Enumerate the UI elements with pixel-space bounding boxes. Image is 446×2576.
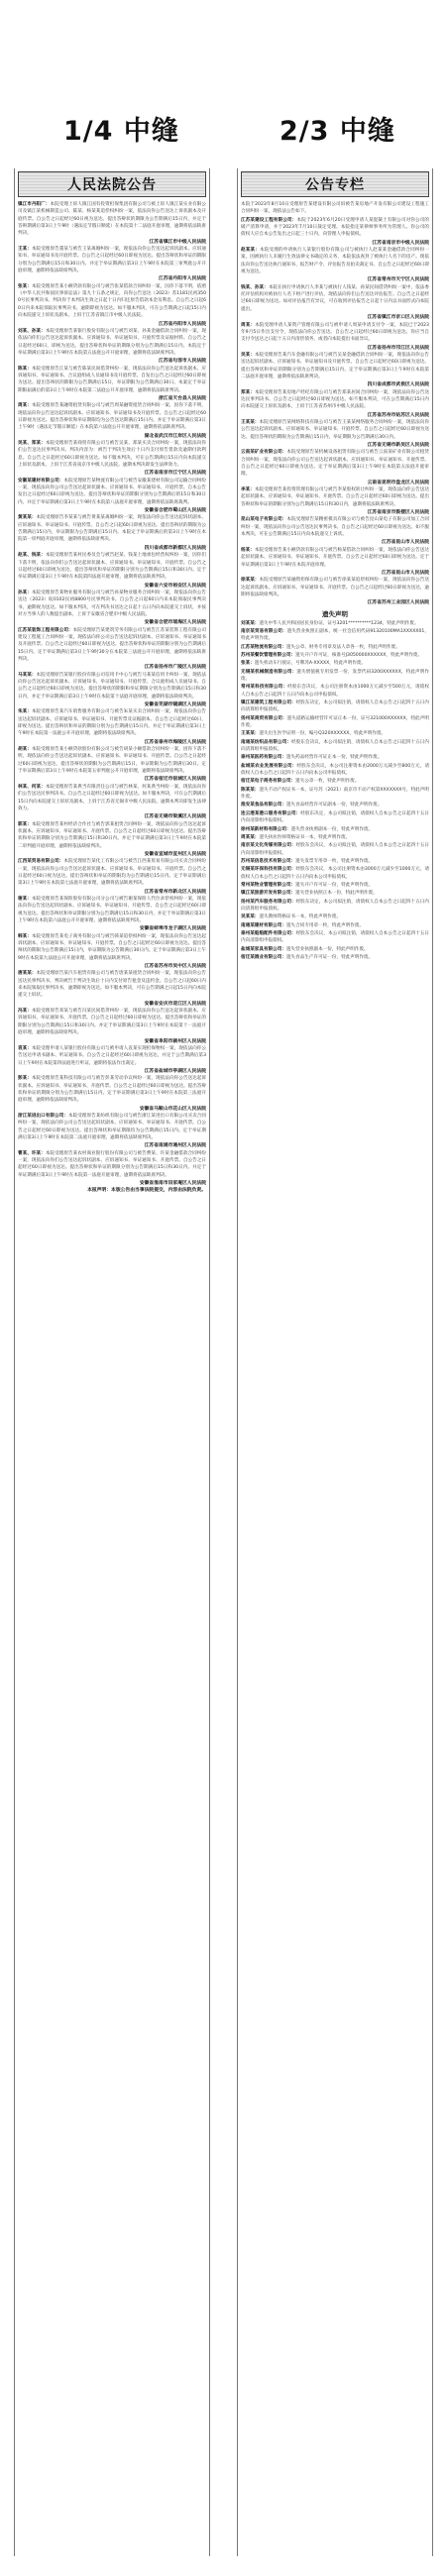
notice-paragraph <box>241 217 429 239</box>
notice-text: 遗失开户许可证，核准号J3050000XXXXXX，特此声明作废。 <box>295 652 423 658</box>
notice-court-name: 安徽省合肥市蜀山区人民法院 <box>144 508 206 514</box>
notice-paragraph <box>18 933 206 962</box>
notice-text: 本院受理的申请执行人某银行股份有限公司与被执行人赵某某金融借款合同纠纷一案，因被执行人未履行生效法律文书确定的义务，本院依法查封了被执行人名下的房产。现依法向你公告送达执行通知书、报告财产令、评估报告及拍卖裁定书。自公告之日起经过60日即视为送达。 <box>241 248 429 275</box>
notice-text: 遗失药品经营许可证正本一份，特此声明作废。 <box>285 755 383 761</box>
notice-addressee: 宿迁某电子商务有限公司： <box>241 779 296 785</box>
notice-addressee: 钱某、孙某： <box>241 284 269 290</box>
notice-text: 遗失开户许可证一份，特此声明作废。 <box>295 882 374 888</box>
notice-addressee: 宿迁某酒业有限公司： <box>241 955 286 960</box>
notice-addressee: 郭某： <box>18 821 32 827</box>
notice-addressee: 江苏某建设工程有限公司： <box>241 217 297 223</box>
notice-court-name: 四川省成都市武侯区人民法院 <box>367 382 429 388</box>
notice-addressee: 郑某： <box>241 389 255 395</box>
notice-paragraph <box>241 449 429 478</box>
notice-court-name: 江苏省无锡市梁溪区人民法院 <box>144 814 206 820</box>
notice-text: 经股东会决议，本公司拟注销，请债权人自本公告之日起四十五日内向清算组申报债权。 <box>241 930 429 944</box>
notice-text: 本院受理原告某物流有限公司与被告安徽某建材有限公司运输合同纠纷一案，现依法向你公司公告送达起诉状副本、应诉通知书、举证通知书、开庭传票。自本公告发出之日起经过60日即视为送达。提出答辩状和举证的期限分别为公告期满后的15日和30日内。并定于举证期满后第3日上午9时在本院第八法庭开庭审理，逾期将依法缺席裁判。 <box>18 478 206 505</box>
notice-addressee: 胡某： <box>18 747 32 753</box>
notice-addressee: 徐某某： <box>241 578 260 584</box>
notice-addressee: 李某： <box>241 487 255 493</box>
notice-paragraph <box>241 652 429 659</box>
notice-text: 本院受理原告某小额贷款有限公司与被告杨某借款合同纠纷一案，现依法向你公告送达起诉状副本、应诉通知书、举证通知书、开庭传票。自公告之日起经过60日即视为送达。定于举证期满后第3日上午9时在本院开庭审理。 <box>241 547 429 568</box>
notice-text: 遗失食品生产许可证一份，特此声明作废。 <box>285 955 374 960</box>
notice-paragraph <box>18 746 206 775</box>
notice-paragraph <box>18 896 206 924</box>
notice-text: 本院受理上诉人镇江国有投资担保集团有限公司与被上诉人镇江某实业有限公司及镇江某机械制造公司、陈某、杨某某追偿权纠纷一案，依法向你公告送达上诉状副本及开庭传票。自公告之日起经过60日视为送达。提出答辩状的期限为公告期满后15日内，并定于答辩期满后第3日上午9时（遇法定节假日顺延）在本院第十二法庭开庭审理，逾期将依法缺席判决。 <box>18 202 206 237</box>
court-notice-body <box>15 201 209 1195</box>
notice-paragraph <box>18 708 206 737</box>
notice-text: 本院受理原告某纺织有限公司与被告浙江某进出口有限公司买卖合同纠纷一案，现依法向你公司公告送达起诉状副本、应诉通知书、举证通知书、开庭传票。自公告之日起经过60日即视为送达。提出答辩状和举证期限均为公告期满后15日内。定于举证期满后第3日上午9时在本院第二法庭开庭审理，逾期将依法缺席判决。 <box>18 1113 206 1140</box>
notice-addressee: 朱某： <box>18 709 32 715</box>
notice-paragraph <box>241 322 429 344</box>
notice-text: 本院于2023年6月20日受理申请人某混凝土有限公司对你公司的破产清算申请，并于2023年7月10日裁定受理。本院指定某律师事务所为管理人。你公司的债权人应自本公告发出之日起三十日内，向管理人申报债权。 <box>241 217 429 238</box>
notice-paragraph <box>241 669 429 684</box>
notice-addressee: 孙某： <box>18 590 32 595</box>
notice-addressee: 王某某： <box>241 731 260 737</box>
notice-text: 本院受理原告某小额贷款有限公司与被告张某借款合同纠纷一案，因你下落不明，依照《中华人民共和国民事诉讼法》第九十五条之规定，向你公告送达（2023）苏1181民初3500号民事判决书。判决你于本判决生效之日起十日内归还原告借款本金及利息。自公告之日起60日内来本院领取民事判决书，逾期即视为送达。如不服本判决，可在公告期满之日起15日内向本院递交上诉状及副本，上诉于江苏省镇江市中级人民法院。 <box>18 283 206 319</box>
announcement-intro: 本院于2023年8月10日受理原告某建设有限公司诉被告某房地产开发有限公司建设工程施工合同纠纷一案，现依法公告如下。 <box>241 202 429 215</box>
notice-paragraph <box>241 620 429 627</box>
notice-paragraph <box>18 201 206 238</box>
notice-addressee: 无锡某环保科技有限公司： <box>241 867 296 873</box>
notice-paragraph <box>241 644 429 651</box>
notice-addressee: 林某、何某： <box>18 784 46 790</box>
notice-text: 本院受理原告某典当有限责任公司与被告林某、何某典当纠纷一案，现依法向你们公告送达民事判决书。自公告之日起经过60日即视为送达。如不服本判决，可在公告期满后15日内向本院递交上诉状及副本，上诉于江苏省无锡市中级人民法院。逾期本判决即发生法律效力。 <box>18 784 206 811</box>
notice-paragraph <box>241 763 429 778</box>
notice-text: 本院受理原告某村民委员会与被告赵某、钱某土地承包经营权纠纷一案，因你们下落不明，依法向你们公告送达起诉状副本、应诉通知书、举证通知书、开庭传票。自公告之日起经过60日即视为送达，提出答辩状和举证的期限分别为公告期满后15日和30日内。定于举证期满后第3日上午9时在本院第四法庭开庭审理，逾期将依法缺席判决。 <box>18 553 206 581</box>
notice-court-name: 江苏省昆山市人民法院 <box>382 540 429 546</box>
notice-court-name: 江苏省苏州市吴中区人民法院 <box>144 964 206 970</box>
notice-addressee: 王某某： <box>241 419 260 425</box>
notice-text: 本院受理原告邓某与被告冯某民间借贷纠纷一案，现依法向你公告送达起诉状副本、应诉通知书、举证通知书、开庭传票。自公告之日起经过60日即视为送达。提出答辩状和举证的期限分别为公告期满后15日和30日内。并定于举证期满后第3日上午9时在本院第十一法庭开庭审理，逾期将依法缺席判决。 <box>18 1009 206 1036</box>
notice-paragraph <box>241 913 429 920</box>
notice-court-name: 江苏省扬州市广陵区人民法院 <box>144 665 206 671</box>
notice-paragraph <box>18 366 206 394</box>
notice-paragraph <box>241 787 429 802</box>
notice-paragraph <box>241 389 429 411</box>
notice-text: 本院受理原告某电子商务有限公司与被告韩某追偿权纠纷一案，现依法向你公告送达起诉状副本、应诉通知书、举证通知书、开庭传票。自公告之日起经过60日即视为送达。提出答辩状的期限为公告期满后15日内，举证期限为公告期满后30日内。定于举证期满后第3日上午9时在本院第九法庭公开开庭审理，逾期将依法缺席判决。 <box>18 933 206 961</box>
court-notice-column <box>14 168 210 2556</box>
notice-text: 遗失食品经营许可证副本一份，特此声明作废。 <box>285 803 383 808</box>
notice-addressee: 唐某某： <box>18 971 37 977</box>
notice-addressee: 泰州某医药有限公司： <box>241 755 286 761</box>
notice-addressee: 陈某某： <box>241 787 260 793</box>
notice-court-name: 四川省成都市新都区人民法院 <box>144 545 206 551</box>
notice-paragraph <box>18 552 206 581</box>
notice-court-name: 江苏省句容市人民法院 <box>159 359 206 365</box>
notice-text: 遗失公章、财务专用章及法人章各一枚，特此声明作废。 <box>285 644 400 650</box>
notice-addressee: 南通某建材有限公司： <box>241 922 286 928</box>
notice-text: 遗失合同专用章一枚，特此声明作废。 <box>285 922 365 928</box>
notice-addressee: 云南某矿业有限公司： <box>241 450 287 456</box>
notice-text: 本院受理原告某小额贷款股份有限公司与被告胡某小额借款合同纠纷一案，因你下落不明，现依法向你公告送达起诉状副本、应诉通知书、举证通知书、开庭传票。自公告之日起经过60日即视为送达，提出答辩状的期限为公告期满后15日，举证期限为公告期满后30日。定于举证期满后第3日上午9时在本院第五审判庭公开开庭审理，逾期将依法缺席判决。 <box>18 747 206 775</box>
notice-text: 本院受理原告某银行股份有限公司与被告刘某、孙某金融借款合同纠纷一案，现依法向你们公告送达起诉状副本、应诉通知书、举证通知书、开庭传票及证据材料。自公告之日起经过60日，即视为送达。提出答辩状和举证的期限分别为公告期满后15日内。本院定于举证期满后第3日上午9时在本院第五法庭公开开庭审理，逾期将依法缺席判决。 <box>18 328 206 356</box>
notice-addressee: 盐城某家具有限公司： <box>241 946 286 952</box>
notice-addressee: 安徽某建材有限公司： <box>18 478 64 483</box>
notice-text: 本院受理原告某建筑劳务有限公司与被告江苏某装饰工程有限公司建设工程施工合同纠纷一案，现依法向你公司公告送达起诉状副本、应诉通知书、举证通知书及开庭传票。自公告之日起经过60日即视为送达。提出答辩状和举证的期限分别为公告期满后15日内。定于举证期满后第3日上午9时30分在本院第三法庭公开开庭审理，逾期将依法缺席判决。 <box>18 627 206 662</box>
notice-text: 经股东会决议，本公司注册资本由3000万元减少至1000万元，请债权人自本公告之日起四十五日内向本公司申报债权。 <box>241 867 429 880</box>
notice-paragraph <box>241 810 429 825</box>
notice-addressee: 江苏某物流有限公司： <box>241 644 286 650</box>
notice-court-name: 江苏省南京市鼓楼区人民法院 <box>367 510 429 516</box>
notice-addressee: 江苏某装饰工程有限公司： <box>18 627 73 633</box>
notice-text: 本院受理原告某物业服务有限公司与被告孙某物业服务合同纠纷一案，现依法向你公告送达（2023）皖0102民初8800号民事判决书。自公告之日起60日内来本院领取民事判决书，逾期视为送达。如不服本判决，可在判决书送达之日起十五日内向本院递交上诉状，并按对方当事人的人数提出副本，上诉于安徽省合肥市中级人民法院。 <box>18 590 206 617</box>
notice-paragraph <box>241 660 429 667</box>
announcement-subhead: 遗失声明 <box>322 609 348 618</box>
notice-addressee: 南通某纺织品有限公司： <box>241 739 291 745</box>
notice-court-name: 江苏省盐城市亭湖区人民法院 <box>144 1068 206 1074</box>
notice-addressee: 淮安某食品有限公司： <box>241 803 286 808</box>
notice-addressee: 吴某、郑某： <box>18 441 46 446</box>
notice-court-name: 江苏省泰州市海陵区人民法院 <box>144 739 206 745</box>
notice-court-name: 江苏省丹阳市人民法院 <box>159 276 206 282</box>
notice-paragraph <box>241 842 429 857</box>
notice-court-name: 江苏省常州市天宁区人民法院 <box>367 277 429 283</box>
notice-paragraph <box>18 1113 206 1141</box>
notice-text: 经股东决定，本公司拟注销，请债权人自本公告之日起四十五日内向清算组申报债权。 <box>241 899 429 912</box>
notice-court-name: 江苏省苏州市姑苏区人民法院 <box>367 412 429 418</box>
notice-text: 本院受理原告某化工有限公司与被告江西某贸易有限公司买卖合同纠纷一案，现依法向你公司公告送达起诉状副本、应诉通知书、举证通知书、开庭传票。自公告之日起经过60日视为送达。提出答辩状和举证的期限均为公告期满后15日内。定于举证期满后第3日上午9时在本院第七法庭开庭审理，逾期将依法缺席判决。 <box>18 859 206 887</box>
court-notice-header: 人民法院公告 <box>18 171 206 197</box>
notice-addressee: 马某某： <box>18 672 37 678</box>
notice-paragraph <box>18 858 206 887</box>
notice-addressee: 吴某： <box>241 352 255 358</box>
notice-court-name: 安徽省阜阳市颍州区人民法院 <box>144 1038 206 1044</box>
notice-addressee: 周某某： <box>241 834 260 840</box>
notice-court-name: 云南省昆明市盘龙区人民法院 <box>367 480 429 485</box>
notice-text: 本院受理原告江某与被告陈某民间借贷纠纷一案，现依法向你公告送达起诉状副本、应诉通知书、举证通知书、合议庭组成人员通知书及开庭传票。自发出公告之日起经过60日即视为送达。提出答辩状的期限为公告期满后15日，举证期限为公告期满后30日。本案定于举证期限届满后的第3日上午9时在本院第二法庭公开开庭审理，逾期将依法缺席判决。 <box>18 366 206 393</box>
notice-court-name: 安徽省蚌埠市龙子湖区人民法院 <box>139 926 206 932</box>
notice-paragraph <box>241 715 429 730</box>
notice-text: 本院受理原告某房地产经纪有限公司与被告郑某居间合同纠纷一案，现依法向你公告送达民事判决书。自公告之日起经过60日即视为送达。如不服本判决，可在公告期满后15日内向本院递交上诉状及副本，上诉于江苏省苏州市中级人民法院。 <box>241 389 429 410</box>
notice-text: 遗失营业执照副本一份，特此声明作废。 <box>285 946 369 952</box>
notice-text: 本院受理原告某投资管理有限公司与被告李某股权转让纠纷一案，现依法向你公告送达起诉状副本、应诉通知书、举证通知书、开庭传票。自公告之日起经过60日即视为送达。提出答辩状和举证的期限分别为公告期满后15日和30日内，逾期将依法缺席判决。 <box>241 487 429 507</box>
notice-text: 经股东决定，本公司拟注销，请债权人自本公告之日起四十五日内向清算组申报债权。 <box>241 810 429 824</box>
notice-addressee: 赵某某： <box>241 248 261 254</box>
notice-text: 本院受理原告董某与被告王某离婚纠纷一案，现依法向你公告送达起诉状副本、应诉通知书、举证通知书及开庭传票。自公告之日起经过60日即视为送达。提出答辩状和举证的期限分别为公告期满后15日和30日内。并定于举证期满后第3日上午9时在本院第三审判庭公开开庭审理，逾期将依法缺席判决。 <box>18 247 206 274</box>
notice-text: 本院受理原告某商贸有限公司与被告吴某、郑某买卖合同纠纷一案，现依法向你们公告送达民事判决书。判决内容为：被告于判决生效后十日内支付原告货款及逾期付款利息。自公告之日起经过60日即视为送达。如不服本判决，可在公告期满后15日内向本院递交上诉状及副本，上诉于江苏省南京市中级人民法院。逾期本判决即发生法律效力。 <box>18 441 206 469</box>
notice-text: 本院在执行申请执行人李某与被执行人钱某、孙某民间借贷纠纷一案中，依法委托评估机构对被执行人名下财产进行评估，现依法向你们公告送达评估报告。自公告之日起经过60日即视为送达。如对评估报告有异议，可在收到评估报告之日起十日内以书面形式向本院提出。 <box>241 284 429 312</box>
notice-court-name: 江苏省南京市江宁区人民法院 <box>144 471 206 477</box>
notice-addressee: 扬州某汽车服务有限公司： <box>241 899 296 905</box>
notice-addressee: 张某： <box>241 661 255 667</box>
notice-addressee: 陈某： <box>18 366 32 372</box>
notice-court-name: 江苏省南京市中级人民法院 <box>372 240 429 246</box>
notice-addressee: 周某： <box>241 322 256 328</box>
notice-text: 遗失营业执照正本一份，特此声明作废。 <box>295 891 378 897</box>
notice-court-name: 江苏省苏州工业园区人民法院 <box>367 600 429 606</box>
notice-text: 本院受理申请人某资产管理有限公司与被申请人周某申请支付令一案，本院已于2023年9月5日作出支付令，现依法向你公告送达。自公告之日起经过60日即视为送达。你应当自支付令送达之日起十五日内清偿债务，或者向本院提出书面异议。 <box>241 322 429 343</box>
notice-paragraph <box>241 684 429 698</box>
notice-addressee: 无锡某机械制造有限公司： <box>241 669 297 675</box>
notice-court-name: 江苏省扬州市邗江区人民法院 <box>367 345 429 351</box>
notice-court-name: 江苏省镇江市京口区人民法院 <box>367 315 429 321</box>
notice-addressee: 周某： <box>18 403 32 409</box>
notice-paragraph <box>18 440 206 469</box>
notice-paragraph <box>241 730 429 737</box>
notice-addressee: 刘某、孙某： <box>18 328 46 334</box>
notice-addressee: 常州某物业管理有限公司： <box>241 882 296 888</box>
notice-paragraph <box>18 478 206 506</box>
notice-paragraph <box>241 516 429 538</box>
announcement-header: 公告专栏 <box>241 171 429 197</box>
notice-paragraph <box>241 858 429 865</box>
notice-addressee: 刘某某： <box>241 620 260 626</box>
notice-paragraph <box>241 547 429 569</box>
notice-paragraph <box>241 486 429 508</box>
notice-court-name: 江苏省常州市新北区人民法院 <box>144 889 206 895</box>
notice-text: 本院受理原告某汽车租赁有限公司与被告唐某某租赁合同纠纷一案，现依法向你公告送达民事判决书，判决被告于判决生效后十日内支付原告租金及违约金。自公告之日起60日内来本院领取民事判决书，逾期即视为送达。如不服本判决，可在公告期满之日起15日内向本院递交上诉状。 <box>18 971 206 999</box>
notice-court-name: 安徽省合肥市瑶海区人民法院 <box>144 620 206 626</box>
notice-court-name: 江苏省宿迁市宿城区人民法院 <box>144 777 206 783</box>
notice-addressee: 南京某文化传媒有限公司： <box>241 843 296 849</box>
notice-text: 本院受理原告某保险股份有限公司分公司与被告谢某保险人代位求偿权纠纷一案，现依法向你公告送达起诉状副本、应诉通知书、举证通知书、开庭传票。自公告之日起经过60日即视为送达。提出答辩状和举证期限分别为公告期满后15日和30日内，并定于举证期满后第3日上午9时在本院第六法庭公开开庭审理，逾期将依法缺席判决。 <box>18 896 206 923</box>
notice-addressee: 黄某某： <box>18 515 37 521</box>
notice-addressee: 连云港某港口服务有限公司： <box>241 810 301 816</box>
notice-addressee: 徐州某新材料有限公司： <box>241 826 291 832</box>
announcement-column <box>237 168 433 2556</box>
notice-paragraph <box>241 628 429 643</box>
notice-text: 经股东决定，本公司拟注销，请债权人自本公告之日起四十五日内向清算组申报债权。 <box>241 700 429 713</box>
notice-addressee: 彭某： <box>18 1076 32 1082</box>
notice-paragraph <box>18 402 206 431</box>
notice-addressee: 昆山某电子有限公司： <box>241 517 287 523</box>
notice-addressee: 吴某某： <box>241 914 260 920</box>
notice-addressee: 王某： <box>18 247 32 253</box>
notice-text: 本院受理原告某融资租赁有限公司与被告周某融资租赁合同纠纷一案，因你下落不明，现依法向你公告送达起诉状副本、应诉通知书、举证通知书及开庭传票。自公告之日起经过60日即视为送达。提出答辩状和举证期限均为公告送达期满后15日内。并定于举证期满后第3日上午9时（遇法定节假日顺延）在本院第六法庭公开开庭审理，逾期将依法缺席判决。 <box>18 403 206 431</box>
notice-paragraph <box>18 1045 206 1067</box>
notice-addressee: 浙江某进出口有限公司： <box>18 1113 68 1119</box>
notice-paragraph <box>241 890 429 897</box>
notice-text: 遗失执业医师资格证书一本，特此声明作废。 <box>259 834 351 840</box>
notice-addressee: 韩某： <box>18 933 32 939</box>
notice-court-name: 安徽省六安市裕安区人民法院 <box>144 583 206 589</box>
notice-text: 遗失增值税专用发票一份，发票代码3200XXXXXX，特此声明作废。 <box>241 669 429 682</box>
notice-court-name: 安徽省淮南市田家庵区人民法院 <box>139 1181 206 1187</box>
notice-paragraph <box>241 834 429 841</box>
announcement-body <box>238 201 432 961</box>
notice-paragraph <box>18 784 206 812</box>
notice-paragraph <box>241 284 429 313</box>
notice-paragraph <box>241 778 429 785</box>
notice-paragraph <box>241 419 429 441</box>
notice-paragraph <box>18 590 206 618</box>
notice-paragraph <box>241 352 429 380</box>
notice-addressee: 曹某、许某： <box>18 1150 46 1156</box>
notice-addressee: 泰州某船舶配件有限公司： <box>241 930 296 936</box>
notice-paragraph <box>241 922 429 929</box>
notice-text: 遗失机动车行驶证，号牌苏A·XXXXX，特此声明作废。 <box>254 661 367 667</box>
notice-text: 本院受理原告某网络科技有限公司与被告王某某网络服务合同纠纷一案，现依法向你公告送达起诉状副本、应诉通知书、举证通知书、开庭传票。自公告之日起经过60日即视为送达。提出答辩状的期限为公告期满后15日内，举证期限为公告期满后30日内。 <box>241 419 429 440</box>
notice-paragraph <box>241 754 429 761</box>
notice-court-name: 浙江省天台县人民法院 <box>159 395 206 401</box>
notice-court-name: 安徽省芜湖市镜湖区人民法院 <box>144 702 206 708</box>
notice-text: 遗失营业执照正副本，统一社会信用代码91320100MA1XXXXX01，特此声明作废。 <box>241 628 429 642</box>
fold-label-right: 2/3 中缝 <box>279 116 395 147</box>
notice-paragraph <box>241 866 429 881</box>
notice-paragraph <box>241 882 429 889</box>
notice-addressee: 扬州某商贸有限公司： <box>241 715 287 721</box>
notice-paragraph <box>18 514 206 543</box>
notice-paragraph <box>18 246 206 274</box>
notice-text: 遗失教师资格证书一本，特此声明作废。 <box>259 914 342 920</box>
notice-court-name: 江苏省昆山市人民法院 <box>382 570 429 576</box>
notice-court-name: 安徽省马鞍山市花山区人民法院 <box>139 1106 206 1112</box>
notice-paragraph <box>241 899 429 913</box>
notice-text: 本院受理原告某汽车销售服务有限公司与被告朱某买卖合同纠纷一案，现依法向你公告送达起诉状副本、应诉通知书、举证通知书、开庭传票及证据副本。自公告之日起经过60日，即视为送达。提出答辩状和举证的期限分别为公告期满后15日内。并定于举证期满后第3日上午9时在本院第一法庭公开开庭审理，逾期将依法缺席判决。 <box>18 709 206 737</box>
notice-closing: 本报声明：本版公告由当事法院提交，内容由法院负责。 <box>87 1188 206 1194</box>
notice-addressee: 江西某贸易有限公司： <box>18 859 64 865</box>
notice-text: 遗失公章一枚，特此声明作废。 <box>295 779 360 785</box>
notice-paragraph <box>241 577 429 598</box>
notice-text: 本院受理原告某银行股份有限公司信用卡中心与被告马某某信用卡纠纷一案，现依法向你公告送达起诉状副本、应诉通知书、举证通知书、开庭传票、合议庭组成人员通知书。自公告之日起经过60日即视为送达。提出答辩状的期限和举证期限分别为公告期满后15日和30日内，并定于举证期满后第3日上午9时在本院第十法庭开庭审理，逾期将依法缺席判决。 <box>18 672 206 699</box>
notice-addressee: 袁某： <box>18 1045 32 1051</box>
notice-addressee: 张某： <box>18 283 32 289</box>
notice-paragraph <box>18 672 206 700</box>
notice-addressee: 冯某： <box>18 1009 32 1015</box>
notice-addressee: 杨某： <box>241 547 255 553</box>
notice-addressee: 镇江某建筑工程有限公司： <box>241 700 296 705</box>
notice-paragraph <box>241 247 429 275</box>
notice-court-name: 江苏省镇江市中级人民法院 <box>149 239 206 245</box>
notice-text: 经股东会决议，本公司拟注销，请债权人自本公告之日起四十五日内向清算组申报债权。 <box>241 739 429 753</box>
notice-text: 遗失营业执照副本一份，特此声明作废。 <box>290 826 374 832</box>
notice-text: 本院受理申请人某银行股份有限公司与被申请人袁某实现担保物权一案，现依法向你公告送达申请书副本、听证通知书。自公告之日起经过60日即视为送达，并定于公告期满后第3日上午9时在本院第四法庭进行听证，逾期将依法作出裁定。 <box>18 1045 206 1066</box>
notice-addressee: 镇江某旅游开发有限公司： <box>241 891 296 897</box>
notice-paragraph <box>241 699 429 714</box>
notice-paragraph <box>18 283 206 320</box>
notice-text: 遗失不动产权证书一本，证号苏（2021）南京市不动产权第XXXXXXX号，特此声明作废。 <box>241 787 429 801</box>
notice-paragraph <box>18 1150 206 1179</box>
notice-court-name: 安徽省安庆市迎江区人民法院 <box>144 1001 206 1007</box>
notice-text: 遗失中华人民共和国居民身份证，证号3201**********1234，特此声明作废。 <box>259 620 419 626</box>
notice-court-name: 安徽省宣城市宣州区人民法院 <box>144 851 206 857</box>
notice-court-name: 江苏省南通市通州区人民法院 <box>144 1143 206 1149</box>
notice-paragraph <box>241 954 429 961</box>
notice-paragraph <box>18 328 206 357</box>
notice-court-name: 江苏省无锡市新吴区人民法院 <box>367 443 429 448</box>
notice-text: 本院受理原告某机械设备租赁有限公司与被告云南某矿业有限公司租赁合同纠纷一案，现依法向你公司公告送达起诉状副本、应诉通知书、举证通知书、开庭传票。自公告之日起经过60日即视为送达。定于举证期满后第3日上午9时在本院第五法庭开庭审理。 <box>241 450 429 478</box>
fold-label-left: 1/4 中缝 <box>63 116 179 147</box>
notice-addressee: 盐城某农业发展有限公司： <box>241 763 297 769</box>
notice-addressee: 谢某： <box>18 896 32 902</box>
notice-addressee: 苏州某餐饮管理有限公司： <box>241 652 296 658</box>
notice-addressee: 苏州某信息技术有限公司： <box>241 858 296 864</box>
notice-paragraph <box>241 802 429 808</box>
notice-text: 经股东会决议，本公司注册资本由2000万元减少至800万元，请债权人自本公告之日起四十五日内向本公司申报债权。 <box>241 763 429 777</box>
notice-text: 遗失出生医学证明一份，编号Q320XXXXXX，特此声明作废。 <box>259 731 387 737</box>
notice-text: 本院受理原告某汽车金融有限公司与被告吴某金融借款合同纠纷一案，现依法向你公告送达起诉状副本、应诉通知书、举证通知书及开庭传票。自公告之日起经过60日即视为送达。提出答辩状和举证的期限分别为公告期满后15日内。定于举证期满后第3日上午9时在本院第二法庭开庭审理，逾期将依法缺席判决。 <box>241 352 429 379</box>
notice-text: 本院受理原告李某某与被告黄某某离婚纠纷一案，现依法向你公告送达起诉状副本、应诉通知书、举证通知书、开庭传票。自公告之日起60日即视为送达。提出答辩状的期限为公告期满后15日内，举证期限为公告期满后15日内。本院定于举证期满后的第3日上午9时在本院第一审判庭开庭审理，逾期将依法缺席判决。 <box>18 515 206 543</box>
notice-text: 经股东会决议，本公司拟注销，请债权人自本公告之日起四十五日内向清算组申报债权。 <box>241 843 429 856</box>
notice-paragraph <box>18 1075 206 1104</box>
notice-text: 本院受理原告某村经济合作社与被告郭某租赁合同纠纷一案，现依法向你公告送达起诉状副本、应诉通知书、举证通知书、开庭传票。自公告之日起经过60日即视为送达。提出答辩状和举证的期限分别为公告期满后15日和30日内。并定于举证期满后第3日上午9时在本院第二审判庭开庭审理，逾期将依法缺席判决。 <box>18 821 206 849</box>
notice-text: 本院受理原告某农村商业银行股份有限公司与被告曹某、许某金融借款合同纠纷一案，现依法向你们公告送达起诉状副本、应诉通知书、举证通知书、开庭传票。自公告之日起经过60日即视为送达。提出答辩状和举证的期限分别为公告期满后15日和30日内。并定于举证期满后第3日上午9时在本院第一法庭开庭审理，逾期将依法缺席判决。 <box>18 1150 206 1178</box>
notice-paragraph <box>241 739 429 754</box>
notice-text: 遗失道路运输经营许可证正本一份，证号321000XXXXXX，特此声明作废。 <box>241 715 429 729</box>
notice-addressee: 赵某、钱某： <box>18 553 46 559</box>
notice-addressee: 常州某科技有限公司： <box>241 685 288 691</box>
notice-addressee: 镇江市丹阳厂： <box>18 202 51 207</box>
notice-court-name: 江苏省丹阳市人民法院 <box>159 321 206 327</box>
notice-paragraph <box>241 826 429 833</box>
notice-court-name: 湖北省武汉市江岸区人民法院 <box>144 433 206 439</box>
notice-text: 遗失发票专用章一枚，特此声明作废。 <box>295 858 374 864</box>
notice-text: 本院受理原告某科技有限公司与被告彭某劳动争议纠纷一案，现依法向你公告送达起诉状副本、应诉通知书、举证通知书、开庭传票。自公告之日起经过60日即视为送达。提出答辩状和举证的期限分别为公告期满后15日内。定于举证期满后第3日上午9时在本院第三法庭开庭审理，逾期将依法缺席判决。 <box>18 1076 206 1104</box>
notice-paragraph <box>241 930 429 945</box>
notice-text: 本院受理原告某精密模具有限公司与被告昆山某电子有限公司加工合同纠纷一案，现依法向你公司公告送达民事判决书。自公告之日起经过60日即视为送达。如不服本判决，可在公告期满后15日内向本院递交上诉状。 <box>241 517 429 538</box>
notice-paragraph <box>18 821 206 850</box>
notice-text: 本院受理原告某融资担保有限公司与被告徐某某追偿权纠纷一案，现依法向你公告送达起诉状副本、应诉通知书、举证通知书、开庭传票。自公告之日起经过60日即视为送达，逾期将依法缺席判决。 <box>241 578 429 597</box>
notice-text: 经股东会决议，本公司注册资本由1000万元减少至500万元，请债权人自本公告之日起四十五日内向本公司申报债权。 <box>241 685 429 698</box>
notice-paragraph <box>18 1008 206 1036</box>
notice-addressee: 南京某贸易有限公司： <box>241 628 287 634</box>
notice-paragraph <box>241 946 429 953</box>
notice-paragraph <box>18 970 206 999</box>
notice-paragraph <box>18 627 206 664</box>
